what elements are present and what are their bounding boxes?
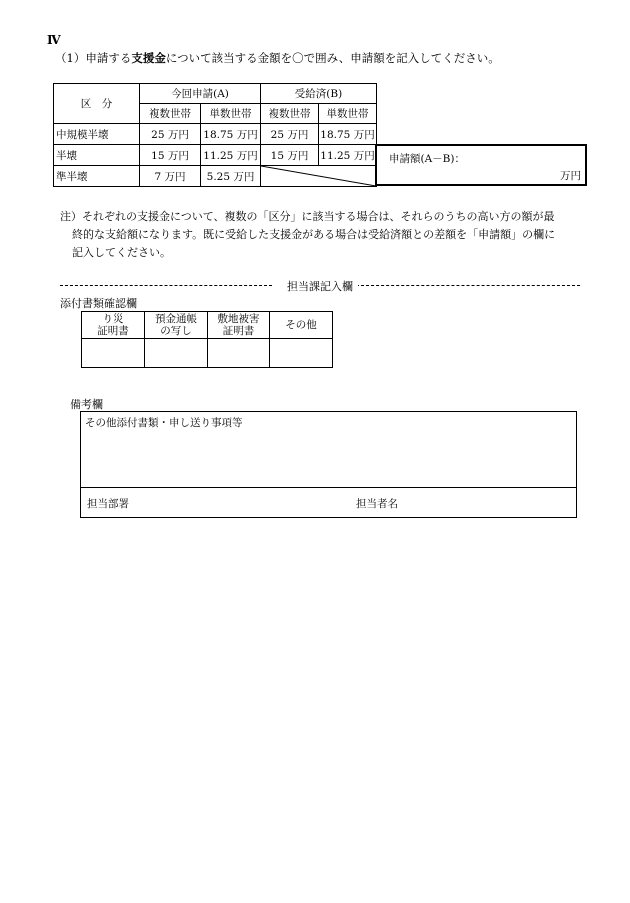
remarks-content-label: その他添付書類・申し送り事項等 xyxy=(85,417,243,429)
instruction-text: （1）申請する支援金について該当する金額を〇で囲み、申請額を記入してください。 xyxy=(55,51,500,65)
department-label: 担当部署 xyxy=(87,498,129,510)
attachment-header: 預金通帳 の写し xyxy=(145,312,208,339)
application-amount-unit: 万円 xyxy=(560,170,581,182)
not-applicable-cell xyxy=(261,166,377,187)
category-cell: 半壊 xyxy=(54,145,140,166)
remarks-box[interactable] xyxy=(80,411,577,518)
sub-header: 複数世帯 xyxy=(261,104,319,124)
application-amount-label: 申請額(A－B)： xyxy=(389,153,465,165)
sub-header: 単数世帯 xyxy=(319,104,377,124)
section-mark: Ⅳ xyxy=(47,33,61,47)
received-header: 受給済(B) xyxy=(261,84,377,104)
category-cell: 準半壊 xyxy=(54,166,140,187)
attachment-check-cell[interactable] xyxy=(270,339,333,368)
category-cell: 中規模半壊 xyxy=(54,124,140,145)
staff-name-label: 担当者名 xyxy=(356,498,398,510)
sub-header: 複数世帯 xyxy=(140,104,201,124)
amount-cell[interactable]: 7 万円 xyxy=(140,166,201,187)
table-row xyxy=(54,124,377,145)
amount-table xyxy=(53,83,377,187)
amount-cell[interactable]: 25 万円 xyxy=(140,124,201,145)
diagonal-line xyxy=(261,166,376,186)
attachment-header: その他 xyxy=(270,312,333,339)
remarks-title: 備考欄 xyxy=(70,398,103,411)
table-row xyxy=(54,145,377,166)
attachment-header: り災 証明書 xyxy=(82,312,145,339)
amount-cell[interactable]: 18.75 万円 xyxy=(319,124,377,145)
staff-section-label: 担当課記入欄 xyxy=(282,280,358,293)
amount-cell[interactable]: 11.25 万円 xyxy=(201,145,261,166)
remarks-divider xyxy=(81,487,576,488)
amount-cell[interactable]: 15 万円 xyxy=(140,145,201,166)
instruction-bold-word: 支援金 xyxy=(131,51,166,65)
staff-section-divider xyxy=(60,278,580,292)
note-text: 注）それぞれの支援金について、複数の「区分」に該当する場合は、それらのうちの高い方の額が最 終的な支給額になります。既に受給した支援金がある場合は受給済額との差額を「申請額」の欄に 記入してください。 xyxy=(60,210,556,259)
amount-cell[interactable]: 11.25 万円 xyxy=(319,145,377,166)
amount-cell[interactable]: 15 万円 xyxy=(261,145,319,166)
attachment-title: 添付書類確認欄 xyxy=(60,297,137,310)
attachment-check-cell[interactable] xyxy=(82,339,145,368)
sub-header: 単数世帯 xyxy=(201,104,261,124)
table-row xyxy=(54,166,377,187)
current-application-header: 今回申請(A) xyxy=(140,84,261,104)
amount-cell[interactable]: 5.25 万円 xyxy=(201,166,261,187)
attachment-table xyxy=(81,311,333,368)
category-header: 区 分 xyxy=(54,84,140,124)
application-amount-box[interactable] xyxy=(375,144,587,186)
amount-cell[interactable]: 25 万円 xyxy=(261,124,319,145)
amount-cell[interactable]: 18.75 万円 xyxy=(201,124,261,145)
attachment-check-cell[interactable] xyxy=(208,339,270,368)
attachment-header: 敷地被害 証明書 xyxy=(208,312,270,339)
attachment-check-cell[interactable] xyxy=(145,339,208,368)
